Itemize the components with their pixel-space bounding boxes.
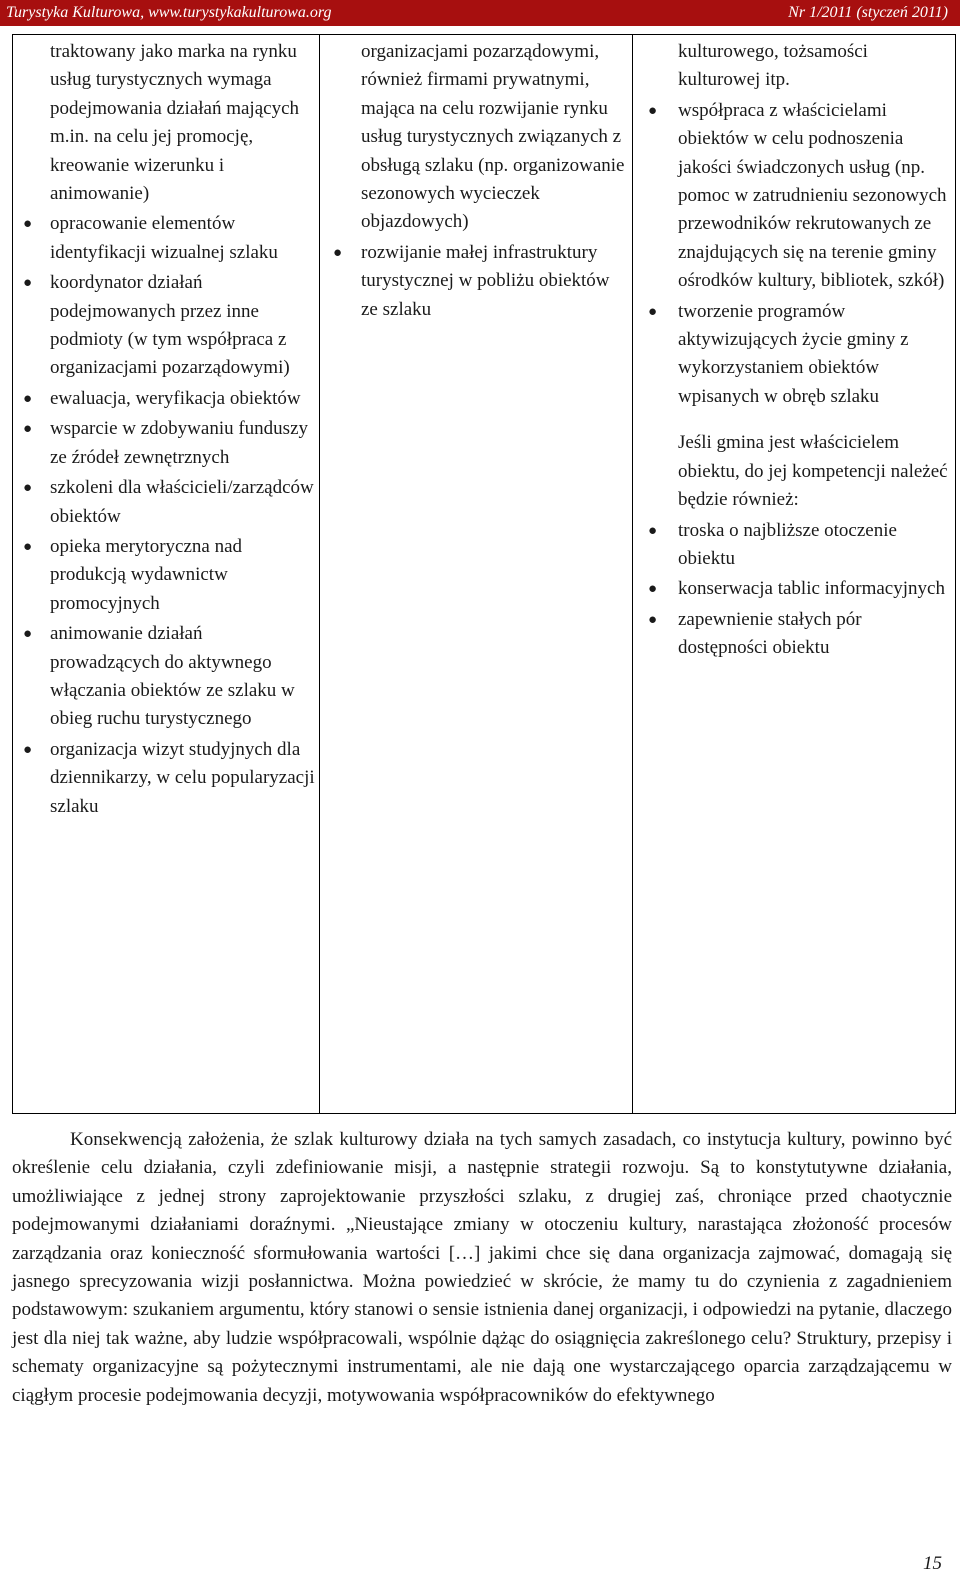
list-item: ● ewaluacja, weryfikacja obiektów bbox=[13, 385, 319, 413]
bullet-icon: ● bbox=[23, 741, 33, 758]
list-item: ● współpraca z właścicielami obiektów w celu podnoszenia jakości świadczonych usług (np. pomoc w zatrudnieniu sezonowych przewodników rekrutowanych ze znajdujących się na terenie gminy ośrodków kultury, bibliotek, szkół) bbox=[633, 97, 957, 296]
bullet-icon: ● bbox=[23, 480, 33, 497]
list-item: ● animowanie działań prowadzących do aktywnego włączania obiektów ze szlaku w obieg ruchu turystycznego bbox=[13, 620, 319, 734]
bullet-icon: ● bbox=[23, 275, 33, 292]
bullet-icon: ● bbox=[23, 538, 33, 555]
list-item: ● opieka merytoryczna nad produkcją wydawnictw promocyjnych bbox=[13, 533, 319, 618]
table-column-3 bbox=[633, 35, 957, 1113]
bullet-icon: ● bbox=[333, 244, 343, 261]
page-header bbox=[0, 0, 960, 26]
bullet-icon: ● bbox=[648, 303, 658, 320]
bullet-icon: ● bbox=[23, 626, 33, 643]
journal-title: Turystyka Kulturowa, www.turystykakulturowa.org bbox=[6, 4, 332, 21]
list-item: ● zapewnienie stałych pór dostępności obiektu bbox=[633, 606, 957, 663]
list-item: ● konserwacja tablic informacyjnych bbox=[633, 575, 957, 603]
body-paragraph: Konsekwencją założenia, że szlak kulturowy działa na tych samych zasadach, co instytucja kultury, powinno być określenie celu działania, czyli zdefiniowanie misji, a następnie strategii rozwoju. Są to konstytutywne działania, umożliwiające z jednej strony zaprojektowanie przyszłości szlaku, z drugiej zaś, chroniące przed chaotycznie podejmowanymi działaniami doraźnymi. „Nieustające zmiany w otoczeniu kultury, narastająca złożoność procesów zarządzania oraz konieczność sformułowania wartości […] jakimi chce się dana organizacja zajmować, domagają się jasnego sprecyzowania wizji posłannictwa. Można powiedzieć w skrócie, że mamy tu do czynienia z zagadnieniem podstawowym: szukaniem argumentu, który stanowi o sensie istnienia danej organizacji, i odpowiedzi na pytanie, dlaczego jest dla niej tak ważne, aby ludzie współpracowali, wspólnie dążąc do osiągnięcia zakreślonego celu? Struktury, przepisy i schematy organizacyjne są pożytecznymi instrumentami, ale nie dają one wystarczającego oparcia zarządzającemu w ciągłym procesie podejmowania decyzji, motywowania współpracowników do efektywnego bbox=[12, 1129, 952, 1406]
table-column-1 bbox=[13, 35, 320, 1113]
page-number: 15 bbox=[923, 1553, 942, 1574]
bullet-icon: ● bbox=[23, 390, 33, 407]
list-item: ● troska o najbliższe otoczenie obiektu bbox=[633, 517, 957, 574]
bullet-icon: ● bbox=[23, 421, 33, 438]
list-item: ● organizacja wizyt studyjnych dla dziennikarzy, w celu popularyzacji szlaku bbox=[13, 736, 319, 821]
bullet-icon: ● bbox=[648, 581, 658, 598]
tasks-table bbox=[12, 34, 956, 1114]
column-3-paragraph: Jeśli gmina jest właścicielem obiektu, do jej kompetencji należeć będzie również: bbox=[678, 432, 948, 511]
table-column-2 bbox=[320, 35, 633, 1113]
list-item: ● rozwijanie małej infrastruktury turystycznej w pobliżu obiektów ze szlaku bbox=[320, 239, 632, 324]
bullet-icon: ● bbox=[23, 216, 33, 233]
column-2-continued-text: organizacjami pozarządowymi, również firmami prywatnymi, mająca na celu rozwijanie rynku usług turystycznych związanych z obsługą szlaku (np. organizowanie sezonowych wycieczek objazdowych) bbox=[361, 41, 625, 233]
list-item: ● opracowanie elementów identyfikacji wizualnej szlaku bbox=[13, 210, 319, 267]
issue-number: Nr 1/2011 (styczeń 2011) bbox=[788, 4, 948, 21]
bullet-icon: ● bbox=[648, 102, 658, 119]
list-item: ● koordynator działań podejmowanych przez inne podmioty (w tym współpraca z organizacjami pozarządowymi) bbox=[13, 269, 319, 383]
list-item: ● tworzenie programów aktywizujących życie gminy z wykorzystaniem obiektów wpisanych w obręb szlaku bbox=[633, 298, 957, 412]
list-item: ● szkoleni dla właścicieli/zarządców obiektów bbox=[13, 474, 319, 531]
list-item: ● wsparcie w zdobywaniu funduszy ze źródeł zewnętrznych bbox=[13, 415, 319, 472]
bullet-icon: ● bbox=[648, 522, 658, 539]
column-1-continued-text: traktowany jako marka na rynku usług turystycznych wymaga podejmowania działań mających m.in. na celu jej promocję, kreowanie wizerunku i animowanie) bbox=[50, 41, 300, 205]
bullet-icon: ● bbox=[648, 611, 658, 628]
column-3-continued-text: kulturowego, tożsamości kulturowej itp. bbox=[678, 41, 868, 91]
